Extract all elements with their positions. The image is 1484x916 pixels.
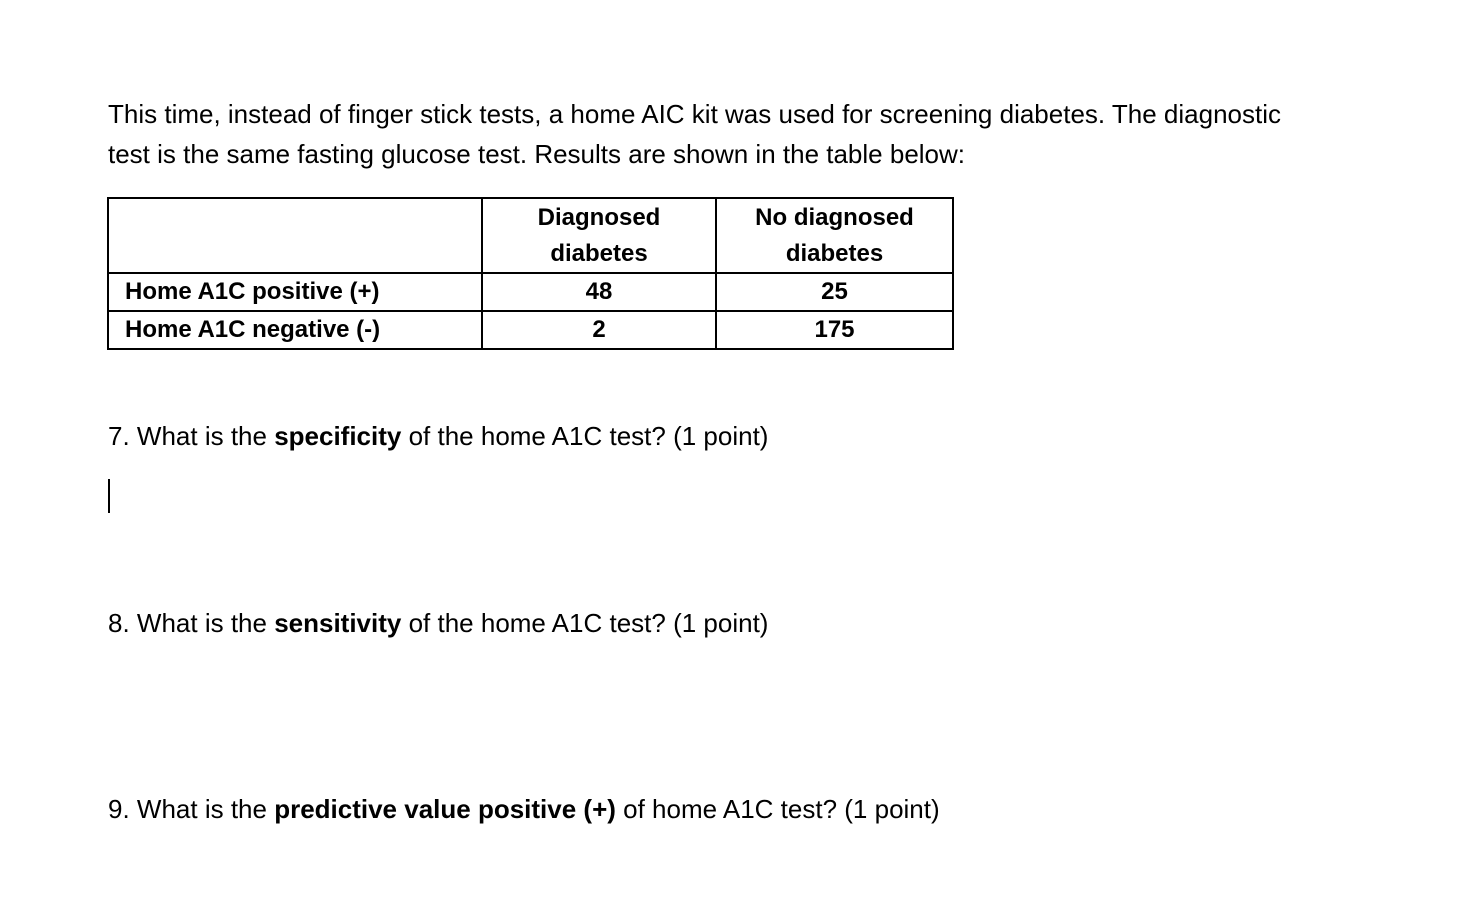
contingency-table (107, 197, 954, 350)
text-cursor[interactable] (108, 479, 110, 513)
question-7-bold-term: specificity (274, 421, 402, 451)
header-no-diagnosed-line-1: No diagnosed (755, 203, 914, 231)
empty-header-cell (108, 198, 482, 273)
question-9-suffix: of home A1C test? (1 point) (615, 794, 940, 824)
question-9 (108, 791, 940, 827)
intro-line-2: test is the same fasting glucose test. Results are shown in the table below: (108, 139, 966, 169)
question-7-suffix: of the home A1C test? (1 point) (401, 421, 769, 451)
header-diagnosed-line-1: Diagnosed (537, 203, 661, 231)
header-diagnosed-diabetes (482, 198, 716, 273)
header-diagnosed-line-2: diabetes (550, 239, 648, 267)
table-row-positive (108, 273, 953, 311)
question-8-prefix: 8. What is the (108, 608, 275, 638)
question-8-suffix: of the home A1C test? (1 point) (401, 608, 769, 638)
header-no-diagnosed-diabetes (716, 198, 953, 273)
cell-negative-not-diagnosed: 175 (716, 311, 953, 349)
question-7 (108, 418, 768, 454)
question-9-bold-term: predictive value positive (+) (274, 794, 616, 824)
cell-positive-not-diagnosed: 25 (716, 273, 953, 311)
question-8 (108, 605, 768, 641)
intro-line-1: This time, instead of finger stick tests, a home AIC kit was used for screening diabetes. The diagnostic (108, 99, 1281, 129)
question-9-prefix: 9. What is the (108, 794, 275, 824)
cell-negative-diagnosed: 2 (482, 311, 716, 349)
table-header-row (108, 198, 953, 273)
question-8-bold-term: sensitivity (274, 608, 402, 638)
header-no-diagnosed-line-2: diabetes (785, 239, 884, 267)
intro-paragraph (108, 94, 1398, 174)
question-7-prefix: 7. What is the (108, 421, 275, 451)
table-row-negative (108, 311, 953, 349)
cell-positive-diagnosed: 48 (482, 273, 716, 311)
row-label-negative: Home A1C negative (-) (108, 311, 482, 349)
row-label-positive: Home A1C positive (+) (108, 273, 482, 311)
